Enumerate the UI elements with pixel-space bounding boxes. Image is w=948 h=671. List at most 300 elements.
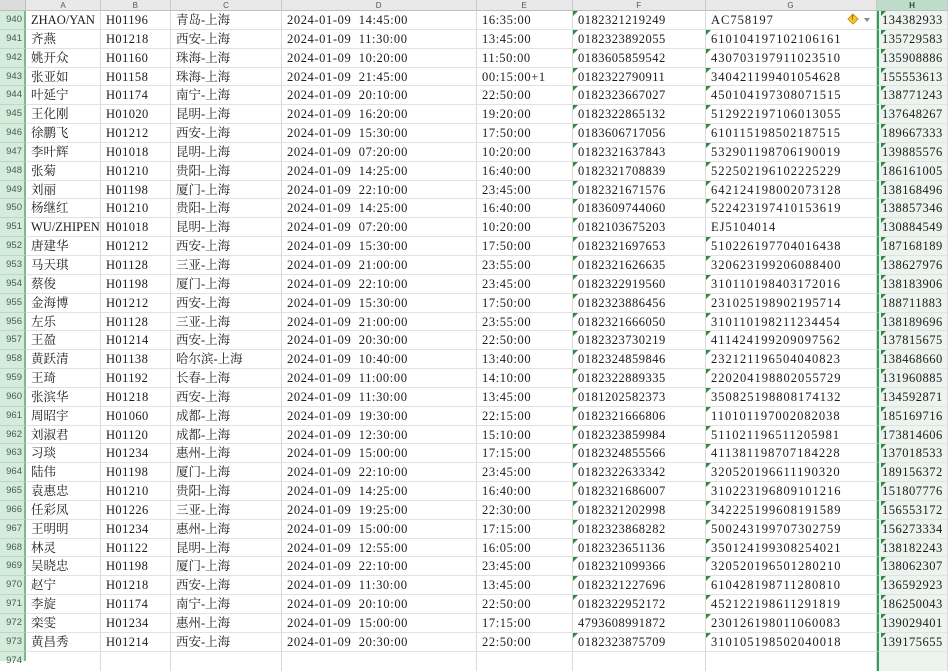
cell-phone[interactable]: 138062307 xyxy=(877,557,948,576)
cell-flight-no[interactable]: H01198 xyxy=(101,275,171,294)
cell-passenger-name[interactable]: 赵宁 xyxy=(26,576,101,595)
cell-flight-no[interactable]: H01210 xyxy=(101,482,171,501)
cell-ticket-no[interactable]: 0182324855566 xyxy=(573,444,706,463)
cell-route[interactable]: 西安-上海 xyxy=(171,331,282,350)
cell-ticket-no[interactable]: 0182321637843 xyxy=(573,143,706,162)
cell-depart-datetime[interactable]: 2024-01-09 15:00:00 xyxy=(282,444,477,463)
cell-ticket-no[interactable]: 0182323892055 xyxy=(573,30,706,49)
row-header-963[interactable]: 963 xyxy=(0,444,26,463)
cell-flight-no[interactable]: H01018 xyxy=(101,143,171,162)
cell-passenger-name[interactable]: 陆伟 xyxy=(26,463,101,482)
row-header-959[interactable]: 959 xyxy=(0,369,26,388)
cell-phone[interactable]: 138627976 xyxy=(877,256,948,275)
cell-route[interactable]: 昆明-上海 xyxy=(171,218,282,237)
cell-route[interactable]: 西安-上海 xyxy=(171,294,282,313)
cell-ticket-no[interactable]: 0182323886456 xyxy=(573,294,706,313)
row-header-970[interactable]: 970 xyxy=(0,576,26,595)
cell-id-number[interactable]: 310223196809101216 xyxy=(706,482,877,501)
cell-phone[interactable]: 156273334 xyxy=(877,520,948,539)
cell-depart-datetime[interactable]: 2024-01-09 21:00:00 xyxy=(282,313,477,332)
row-header-948[interactable]: 948 xyxy=(0,162,26,181)
column-header-d[interactable]: D xyxy=(282,0,477,11)
cell-ticket-no[interactable]: 0182322633342 xyxy=(573,463,706,482)
cell-arrival-time[interactable]: 13:45:00 xyxy=(477,388,573,407)
row-header-941[interactable]: 941 xyxy=(0,30,26,49)
cell-arrival-time[interactable]: 16:40:00 xyxy=(477,199,573,218)
column-header-f[interactable]: F xyxy=(573,0,706,11)
cell-flight-no[interactable]: H01174 xyxy=(101,595,171,614)
cell-passenger-name[interactable]: 杨继红 xyxy=(26,199,101,218)
cell-phone[interactable]: 134382933 xyxy=(877,11,948,30)
cell-ticket-no[interactable]: 0182323868282 xyxy=(573,520,706,539)
cell-route[interactable]: 贵阳-上海 xyxy=(171,162,282,181)
row-header-949[interactable]: 949 xyxy=(0,181,26,200)
cell-phone[interactable]: 189156372 xyxy=(877,463,948,482)
cell-depart-datetime[interactable]: 2024-01-09 21:45:00 xyxy=(282,68,477,87)
cell-ticket-no[interactable]: 0183609744060 xyxy=(573,199,706,218)
cell-ticket-no[interactable]: 0182321626635 xyxy=(573,256,706,275)
cell-passenger-name[interactable]: 徐鹏飞 xyxy=(26,124,101,143)
cell-phone[interactable]: 131960885 xyxy=(877,369,948,388)
cell-id-number[interactable]: 511021196511205981 xyxy=(706,426,877,445)
cell-ticket-no[interactable]: 0182321219249 xyxy=(573,11,706,30)
cell-id-number[interactable]: 110101197002082038 xyxy=(706,407,877,426)
cell-flight-no[interactable]: H01138 xyxy=(101,350,171,369)
cell-ticket-no[interactable]: 0182324859846 xyxy=(573,350,706,369)
cell-ticket-no[interactable]: 0182323859984 xyxy=(573,426,706,445)
cell-passenger-name[interactable]: 姚开众 xyxy=(26,49,101,68)
cell-flight-no[interactable]: H01234 xyxy=(101,444,171,463)
cell-id-number[interactable]: 220204198802055729 xyxy=(706,369,877,388)
column-header-a[interactable]: A xyxy=(26,0,101,11)
cell-flight-no[interactable]: H01196 xyxy=(101,11,171,30)
cell-passenger-name[interactable]: 黄跃清 xyxy=(26,350,101,369)
cell-depart-datetime[interactable]: 2024-01-09 11:30:00 xyxy=(282,388,477,407)
cell-passenger-name[interactable]: 任彩凤 xyxy=(26,501,101,520)
cell-depart-datetime[interactable]: 2024-01-09 07:20:00 xyxy=(282,143,477,162)
cell-ticket-no[interactable]: 0182322790911 xyxy=(573,68,706,87)
cell-depart-datetime[interactable]: 2024-01-09 10:20:00 xyxy=(282,49,477,68)
cell-route[interactable]: 贵阳-上海 xyxy=(171,482,282,501)
cell-route[interactable]: 昆明-上海 xyxy=(171,143,282,162)
cell-phone[interactable] xyxy=(877,652,948,671)
row-header-958[interactable]: 958 xyxy=(0,350,26,369)
cell-arrival-time[interactable]: 17:50:00 xyxy=(477,237,573,256)
cell-ticket-no[interactable]: 0182321099366 xyxy=(573,557,706,576)
cell-flight-no[interactable]: H01234 xyxy=(101,520,171,539)
cell-route[interactable]: 西安-上海 xyxy=(171,124,282,143)
cell-arrival-time[interactable]: 17:15:00 xyxy=(477,614,573,633)
cell-ticket-no[interactable]: 0182323730219 xyxy=(573,331,706,350)
cell-route[interactable]: 哈尔滨-上海 xyxy=(171,350,282,369)
cell-arrival-time[interactable]: 13:45:00 xyxy=(477,576,573,595)
cell-id-number[interactable]: 320520196501280210 xyxy=(706,557,877,576)
cell-flight-no[interactable]: H01128 xyxy=(101,256,171,275)
cell-arrival-time[interactable]: 10:20:00 xyxy=(477,218,573,237)
cell-passenger-name[interactable]: 王琦 xyxy=(26,369,101,388)
cell-passenger-name[interactable]: 齐燕 xyxy=(26,30,101,49)
cell-phone[interactable]: 187168189 xyxy=(877,237,948,256)
cell-passenger-name[interactable] xyxy=(26,652,101,671)
row-header-965[interactable]: 965 xyxy=(0,482,26,501)
cell-route[interactable]: 厦门-上海 xyxy=(171,463,282,482)
cell-route[interactable]: 珠海-上海 xyxy=(171,68,282,87)
row-header-966[interactable]: 966 xyxy=(0,501,26,520)
cell-id-number[interactable]: 522502196102225229 xyxy=(706,162,877,181)
cell-id-number[interactable]: 310110198211234454 xyxy=(706,313,877,332)
cell-phone[interactable]: 135729583 xyxy=(877,30,948,49)
column-header-b[interactable]: B xyxy=(101,0,171,11)
row-header-946[interactable]: 946 xyxy=(0,124,26,143)
cell-passenger-name[interactable]: 栾雯 xyxy=(26,614,101,633)
cell-passenger-name[interactable]: 王盈 xyxy=(26,331,101,350)
cell-passenger-name[interactable]: 左乐 xyxy=(26,313,101,332)
cell-route[interactable]: 西安-上海 xyxy=(171,388,282,407)
cell-flight-no[interactable]: H01226 xyxy=(101,501,171,520)
cell-route[interactable]: 成都-上海 xyxy=(171,426,282,445)
cell-arrival-time[interactable]: 19:20:00 xyxy=(477,105,573,124)
cell-phone[interactable]: 138168496 xyxy=(877,181,948,200)
cell-id-number[interactable]: 320520196611190320 xyxy=(706,463,877,482)
cell-arrival-time[interactable]: 16:40:00 xyxy=(477,162,573,181)
cell-depart-datetime[interactable]: 2024-01-09 11:30:00 xyxy=(282,30,477,49)
cell-arrival-time[interactable]: 23:45:00 xyxy=(477,181,573,200)
cell-route[interactable]: 西安-上海 xyxy=(171,633,282,652)
cell-arrival-time[interactable]: 00:15:00+1 xyxy=(477,68,573,87)
cell-id-number[interactable]: 320623199206088400 xyxy=(706,256,877,275)
cell-ticket-no[interactable]: 0183606717056 xyxy=(573,124,706,143)
cell-flight-no[interactable]: H01214 xyxy=(101,633,171,652)
cell-ticket-no[interactable]: 0182321708839 xyxy=(573,162,706,181)
cell-arrival-time[interactable]: 23:45:00 xyxy=(477,463,573,482)
cell-passenger-name[interactable]: 张菊 xyxy=(26,162,101,181)
row-header-940[interactable]: 940 xyxy=(0,11,26,30)
cell-id-number[interactable]: 231025198902195714 xyxy=(706,294,877,313)
cell-depart-datetime[interactable]: 2024-01-09 16:20:00 xyxy=(282,105,477,124)
cell-ticket-no[interactable]: 0181202582373 xyxy=(573,388,706,407)
row-header-955[interactable]: 955 xyxy=(0,294,26,313)
cell-passenger-name[interactable]: 刘丽 xyxy=(26,181,101,200)
cell-id-number[interactable]: 512922197106013055 xyxy=(706,105,877,124)
cell-ticket-no[interactable]: 0182322952172 xyxy=(573,595,706,614)
cell-phone[interactable]: 137815675 xyxy=(877,331,948,350)
cell-id-number[interactable]: 500243199707302759 xyxy=(706,520,877,539)
row-header-961[interactable]: 961 xyxy=(0,407,26,426)
cell-ticket-no[interactable]: 0182321227696 xyxy=(573,576,706,595)
cell-id-number[interactable]: 610115198502187515 xyxy=(706,124,877,143)
cell-phone[interactable]: 186161005 xyxy=(877,162,948,181)
cell-flight-no[interactable]: H01018 xyxy=(101,218,171,237)
cell-passenger-name[interactable]: WU/ZHIPEN xyxy=(26,218,101,237)
cell-depart-datetime[interactable]: 2024-01-09 11:30:00 xyxy=(282,576,477,595)
row-header-951[interactable]: 951 xyxy=(0,218,26,237)
cell-phone[interactable]: 151807776 xyxy=(877,482,948,501)
column-header-h[interactable]: H xyxy=(877,0,948,11)
cell-id-number[interactable]: 430703197911023510 xyxy=(706,49,877,68)
cell-depart-datetime[interactable]: 2024-01-09 19:25:00 xyxy=(282,501,477,520)
cell-depart-datetime[interactable]: 2024-01-09 15:30:00 xyxy=(282,124,477,143)
cell-passenger-name[interactable]: 习琰 xyxy=(26,444,101,463)
cell-arrival-time[interactable]: 17:50:00 xyxy=(477,124,573,143)
cell-route[interactable]: 青岛-上海 xyxy=(171,11,282,30)
cell-passenger-name[interactable]: 李叶辉 xyxy=(26,143,101,162)
cell-passenger-name[interactable]: 唐建华 xyxy=(26,237,101,256)
cell-route[interactable]: 三亚-上海 xyxy=(171,313,282,332)
cell-route[interactable]: 南宁-上海 xyxy=(171,86,282,105)
cell-passenger-name[interactable]: 叶延宁 xyxy=(26,86,101,105)
cell-phone[interactable]: 138771243 xyxy=(877,86,948,105)
cell-phone[interactable]: 138857346 xyxy=(877,199,948,218)
cell-id-number[interactable]: 510226197704016438 xyxy=(706,237,877,256)
cell-ticket-no[interactable]: 4793608991872 xyxy=(573,614,706,633)
row-header-967[interactable]: 967 xyxy=(0,520,26,539)
cell-phone[interactable]: 137018533 xyxy=(877,444,948,463)
cell-arrival-time[interactable]: 16:35:00 xyxy=(477,11,573,30)
cell-depart-datetime[interactable]: 2024-01-09 15:00:00 xyxy=(282,520,477,539)
cell-id-number[interactable]: 342225199608191589 xyxy=(706,501,877,520)
cell-phone[interactable]: 138468660 xyxy=(877,350,948,369)
row-header-943[interactable]: 943 xyxy=(0,68,26,87)
cell-arrival-time[interactable]: 22:50:00 xyxy=(477,86,573,105)
cell-passenger-name[interactable]: 马天琪 xyxy=(26,256,101,275)
cell-depart-datetime[interactable]: 2024-01-09 20:10:00 xyxy=(282,86,477,105)
cell-flight-no[interactable]: H01120 xyxy=(101,426,171,445)
cell-ticket-no[interactable]: 0182321666806 xyxy=(573,407,706,426)
cell-route[interactable]: 昆明-上海 xyxy=(171,105,282,124)
cell-phone[interactable]: 189667333 xyxy=(877,124,948,143)
cell-flight-no[interactable]: H01198 xyxy=(101,463,171,482)
cell-arrival-time[interactable]: 17:15:00 xyxy=(477,444,573,463)
cell-passenger-name[interactable]: 张亚如 xyxy=(26,68,101,87)
cell-depart-datetime[interactable]: 2024-01-09 14:25:00 xyxy=(282,482,477,501)
cell-depart-datetime[interactable]: 2024-01-09 20:30:00 xyxy=(282,331,477,350)
cell-ticket-no[interactable] xyxy=(573,652,706,671)
cell-arrival-time[interactable]: 17:50:00 xyxy=(477,294,573,313)
cell-route[interactable]: 西安-上海 xyxy=(171,237,282,256)
cell-flight-no[interactable]: H01192 xyxy=(101,369,171,388)
cell-passenger-name[interactable]: ZHAO/YAN xyxy=(26,11,101,30)
cell-flight-no[interactable]: H01060 xyxy=(101,407,171,426)
cell-arrival-time[interactable]: 16:05:00 xyxy=(477,539,573,558)
cell-depart-datetime[interactable]: 2024-01-09 10:40:00 xyxy=(282,350,477,369)
cell-route[interactable]: 成都-上海 xyxy=(171,407,282,426)
cell-ticket-no[interactable]: 0183605859542 xyxy=(573,49,706,68)
row-header-960[interactable]: 960 xyxy=(0,388,26,407)
cell-flight-no[interactable]: H01218 xyxy=(101,388,171,407)
cell-id-number[interactable] xyxy=(706,652,877,671)
cell-arrival-time[interactable]: 22:30:00 xyxy=(477,501,573,520)
cell-depart-datetime[interactable]: 2024-01-09 15:30:00 xyxy=(282,237,477,256)
cell-passenger-name[interactable]: 王明明 xyxy=(26,520,101,539)
cell-passenger-name[interactable]: 林灵 xyxy=(26,539,101,558)
cell-depart-datetime[interactable]: 2024-01-09 22:10:00 xyxy=(282,463,477,482)
cell-arrival-time[interactable]: 23:45:00 xyxy=(477,275,573,294)
row-header-964[interactable]: 964 xyxy=(0,463,26,482)
cell-arrival-time[interactable]: 14:10:00 xyxy=(477,369,573,388)
cell-depart-datetime[interactable]: 2024-01-09 22:10:00 xyxy=(282,557,477,576)
cell-phone[interactable]: 137648267 xyxy=(877,105,948,124)
cell-arrival-time[interactable] xyxy=(477,652,573,671)
cell-arrival-time[interactable]: 17:15:00 xyxy=(477,520,573,539)
column-header-e[interactable]: E xyxy=(477,0,573,11)
cell-route[interactable]: 厦门-上海 xyxy=(171,181,282,200)
cell-flight-no[interactable]: H01198 xyxy=(101,181,171,200)
cell-depart-datetime[interactable]: 2024-01-09 22:10:00 xyxy=(282,275,477,294)
cell-depart-datetime[interactable]: 2024-01-09 12:30:00 xyxy=(282,426,477,445)
cell-ticket-no[interactable]: 0182321666050 xyxy=(573,313,706,332)
cell-ticket-no[interactable]: 0182321202998 xyxy=(573,501,706,520)
cell-arrival-time[interactable]: 23:45:00 xyxy=(477,557,573,576)
cell-route[interactable]: 惠州-上海 xyxy=(171,520,282,539)
cell-phone[interactable]: 139175655 xyxy=(877,633,948,652)
cell-arrival-time[interactable]: 13:45:00 xyxy=(477,30,573,49)
cell-passenger-name[interactable]: 李旋 xyxy=(26,595,101,614)
cell-flight-no[interactable] xyxy=(101,652,171,671)
row-header-954[interactable]: 954 xyxy=(0,275,26,294)
cell-depart-datetime[interactable]: 2024-01-09 15:30:00 xyxy=(282,294,477,313)
cell-arrival-time[interactable]: 13:40:00 xyxy=(477,350,573,369)
cell-arrival-time[interactable]: 22:50:00 xyxy=(477,633,573,652)
cell-flight-no[interactable]: H01212 xyxy=(101,124,171,143)
cell-phone[interactable]: 130884549 xyxy=(877,218,948,237)
cell-route[interactable]: 长春-上海 xyxy=(171,369,282,388)
cell-passenger-name[interactable]: 黄昌秀 xyxy=(26,633,101,652)
cell-passenger-name[interactable]: 吴晓忠 xyxy=(26,557,101,576)
cell-id-number[interactable]: 230126198011060083 xyxy=(706,614,877,633)
cell-route[interactable] xyxy=(171,652,282,671)
cell-depart-datetime[interactable]: 2024-01-09 14:45:00 xyxy=(282,11,477,30)
cell-passenger-name[interactable]: 张滨华 xyxy=(26,388,101,407)
cell-flight-no[interactable]: H01122 xyxy=(101,539,171,558)
cell-id-number[interactable]: 350124199308254021 xyxy=(706,539,877,558)
cell-arrival-time[interactable]: 22:50:00 xyxy=(477,331,573,350)
cell-route[interactable]: 三亚-上海 xyxy=(171,256,282,275)
cell-depart-datetime[interactable]: 2024-01-09 22:10:00 xyxy=(282,181,477,200)
cell-id-number[interactable]: EJ5104014 xyxy=(706,218,877,237)
select-all-corner[interactable] xyxy=(0,0,26,11)
cell-flight-no[interactable]: H01020 xyxy=(101,105,171,124)
row-header-953[interactable]: 953 xyxy=(0,256,26,275)
cell-route[interactable]: 贵阳-上海 xyxy=(171,199,282,218)
cell-passenger-name[interactable]: 袁惠忠 xyxy=(26,482,101,501)
cell-id-number[interactable]: 452122198611291819 xyxy=(706,595,877,614)
cell-id-number[interactable]: 642124198002073128 xyxy=(706,181,877,200)
cell-id-number[interactable]: 610428198711280810 xyxy=(706,576,877,595)
cell-phone[interactable]: 138182243 xyxy=(877,539,948,558)
cell-ticket-no[interactable]: 0182323875709 xyxy=(573,633,706,652)
cell-route[interactable]: 厦门-上海 xyxy=(171,557,282,576)
cell-phone[interactable]: 139885576 xyxy=(877,143,948,162)
row-header-956[interactable]: 956 xyxy=(0,313,26,332)
row-header-957[interactable]: 957 xyxy=(0,331,26,350)
row-header-944[interactable]: 944 xyxy=(0,86,26,105)
row-header-962[interactable]: 962 xyxy=(0,426,26,445)
cell-flight-no[interactable]: H01212 xyxy=(101,294,171,313)
cell-depart-datetime[interactable]: 2024-01-09 14:25:00 xyxy=(282,199,477,218)
cell-flight-no[interactable]: H01234 xyxy=(101,614,171,633)
cell-route[interactable]: 珠海-上海 xyxy=(171,49,282,68)
cell-depart-datetime[interactable]: 2024-01-09 14:25:00 xyxy=(282,162,477,181)
cell-route[interactable]: 三亚-上海 xyxy=(171,501,282,520)
cell-depart-datetime[interactable]: 2024-01-09 15:00:00 xyxy=(282,614,477,633)
row-header-971[interactable]: 971 xyxy=(0,595,26,614)
cell-flight-no[interactable]: H01160 xyxy=(101,49,171,68)
row-header-942[interactable]: 942 xyxy=(0,49,26,68)
cell-id-number[interactable]: 310110198403172016 xyxy=(706,275,877,294)
cell-depart-datetime[interactable]: 2024-01-09 11:00:00 xyxy=(282,369,477,388)
cell-id-number[interactable]: 411381198707184228 xyxy=(706,444,877,463)
cell-route[interactable]: 南宁-上海 xyxy=(171,595,282,614)
cell-arrival-time[interactable]: 11:50:00 xyxy=(477,49,573,68)
column-header-c[interactable]: C xyxy=(171,0,282,11)
cell-flight-no[interactable]: H01128 xyxy=(101,313,171,332)
row-header-952[interactable]: 952 xyxy=(0,237,26,256)
cell-arrival-time[interactable]: 15:10:00 xyxy=(477,426,573,445)
cell-flight-no[interactable]: H01214 xyxy=(101,331,171,350)
cell-phone[interactable]: 185169716 xyxy=(877,407,948,426)
cell-arrival-time[interactable]: 23:55:00 xyxy=(477,313,573,332)
cell-route[interactable]: 西安-上海 xyxy=(171,576,282,595)
row-header-950[interactable]: 950 xyxy=(0,199,26,218)
cell-route[interactable]: 惠州-上海 xyxy=(171,614,282,633)
cell-phone[interactable]: 188711883 xyxy=(877,294,948,313)
cell-passenger-name[interactable]: 王化刚 xyxy=(26,105,101,124)
cell-passenger-name[interactable]: 蔡俊 xyxy=(26,275,101,294)
cell-id-number[interactable]: 340421199401054628 xyxy=(706,68,877,87)
row-header-972[interactable]: 972 xyxy=(0,614,26,633)
warning-dropdown-caret-icon[interactable] xyxy=(864,18,870,22)
cell-id-number[interactable]: 310105198502040018 xyxy=(706,633,877,652)
cell-flight-no[interactable]: H01218 xyxy=(101,576,171,595)
cell-flight-no[interactable]: H01210 xyxy=(101,199,171,218)
cell-ticket-no[interactable]: 0182322919560 xyxy=(573,275,706,294)
cell-ticket-no[interactable]: 0182321697653 xyxy=(573,237,706,256)
cell-route[interactable]: 惠州-上海 xyxy=(171,444,282,463)
row-header-969[interactable]: 969 xyxy=(0,557,26,576)
cell-route[interactable]: 昆明-上海 xyxy=(171,539,282,558)
cell-id-number[interactable]: AC758197 ! xyxy=(706,11,877,30)
cell-arrival-time[interactable]: 23:55:00 xyxy=(477,256,573,275)
cell-phone[interactable]: 186250043 xyxy=(877,595,948,614)
cell-id-number[interactable]: 232121196504040823 xyxy=(706,350,877,369)
cell-flight-no[interactable]: H01174 xyxy=(101,86,171,105)
cell-ticket-no[interactable]: 0182323651136 xyxy=(573,539,706,558)
cell-phone[interactable]: 156553172 xyxy=(877,501,948,520)
cell-phone[interactable]: 155553613 xyxy=(877,68,948,87)
cell-phone[interactable]: 138189696 xyxy=(877,313,948,332)
cell-ticket-no[interactable]: 0182321671576 xyxy=(573,181,706,200)
cell-id-number[interactable]: 350825198808174132 xyxy=(706,388,877,407)
cell-depart-datetime[interactable]: 2024-01-09 20:10:00 xyxy=(282,595,477,614)
cell-flight-no[interactable]: H01210 xyxy=(101,162,171,181)
cell-phone[interactable]: 136592923 xyxy=(877,576,948,595)
cell-phone[interactable]: 135908886 xyxy=(877,49,948,68)
cell-flight-no[interactable]: H01158 xyxy=(101,68,171,87)
cell-depart-datetime[interactable]: 2024-01-09 21:00:00 xyxy=(282,256,477,275)
cell-arrival-time[interactable]: 22:50:00 xyxy=(477,595,573,614)
cell-ticket-no[interactable]: 0182322865132 xyxy=(573,105,706,124)
cell-passenger-name[interactable]: 刘淑君 xyxy=(26,426,101,445)
cell-id-number[interactable]: 522423197410153619 xyxy=(706,199,877,218)
cell-flight-no[interactable]: H01218 xyxy=(101,30,171,49)
cell-depart-datetime[interactable]: 2024-01-09 07:20:00 xyxy=(282,218,477,237)
cell-phone[interactable]: 139029401 xyxy=(877,614,948,633)
cell-passenger-name[interactable]: 周昭宇 xyxy=(26,407,101,426)
cell-arrival-time[interactable]: 16:40:00 xyxy=(477,482,573,501)
cell-ticket-no[interactable]: 0182323667027 xyxy=(573,86,706,105)
row-header-968[interactable]: 968 xyxy=(0,539,26,558)
row-header-973[interactable]: 973 xyxy=(0,633,26,652)
